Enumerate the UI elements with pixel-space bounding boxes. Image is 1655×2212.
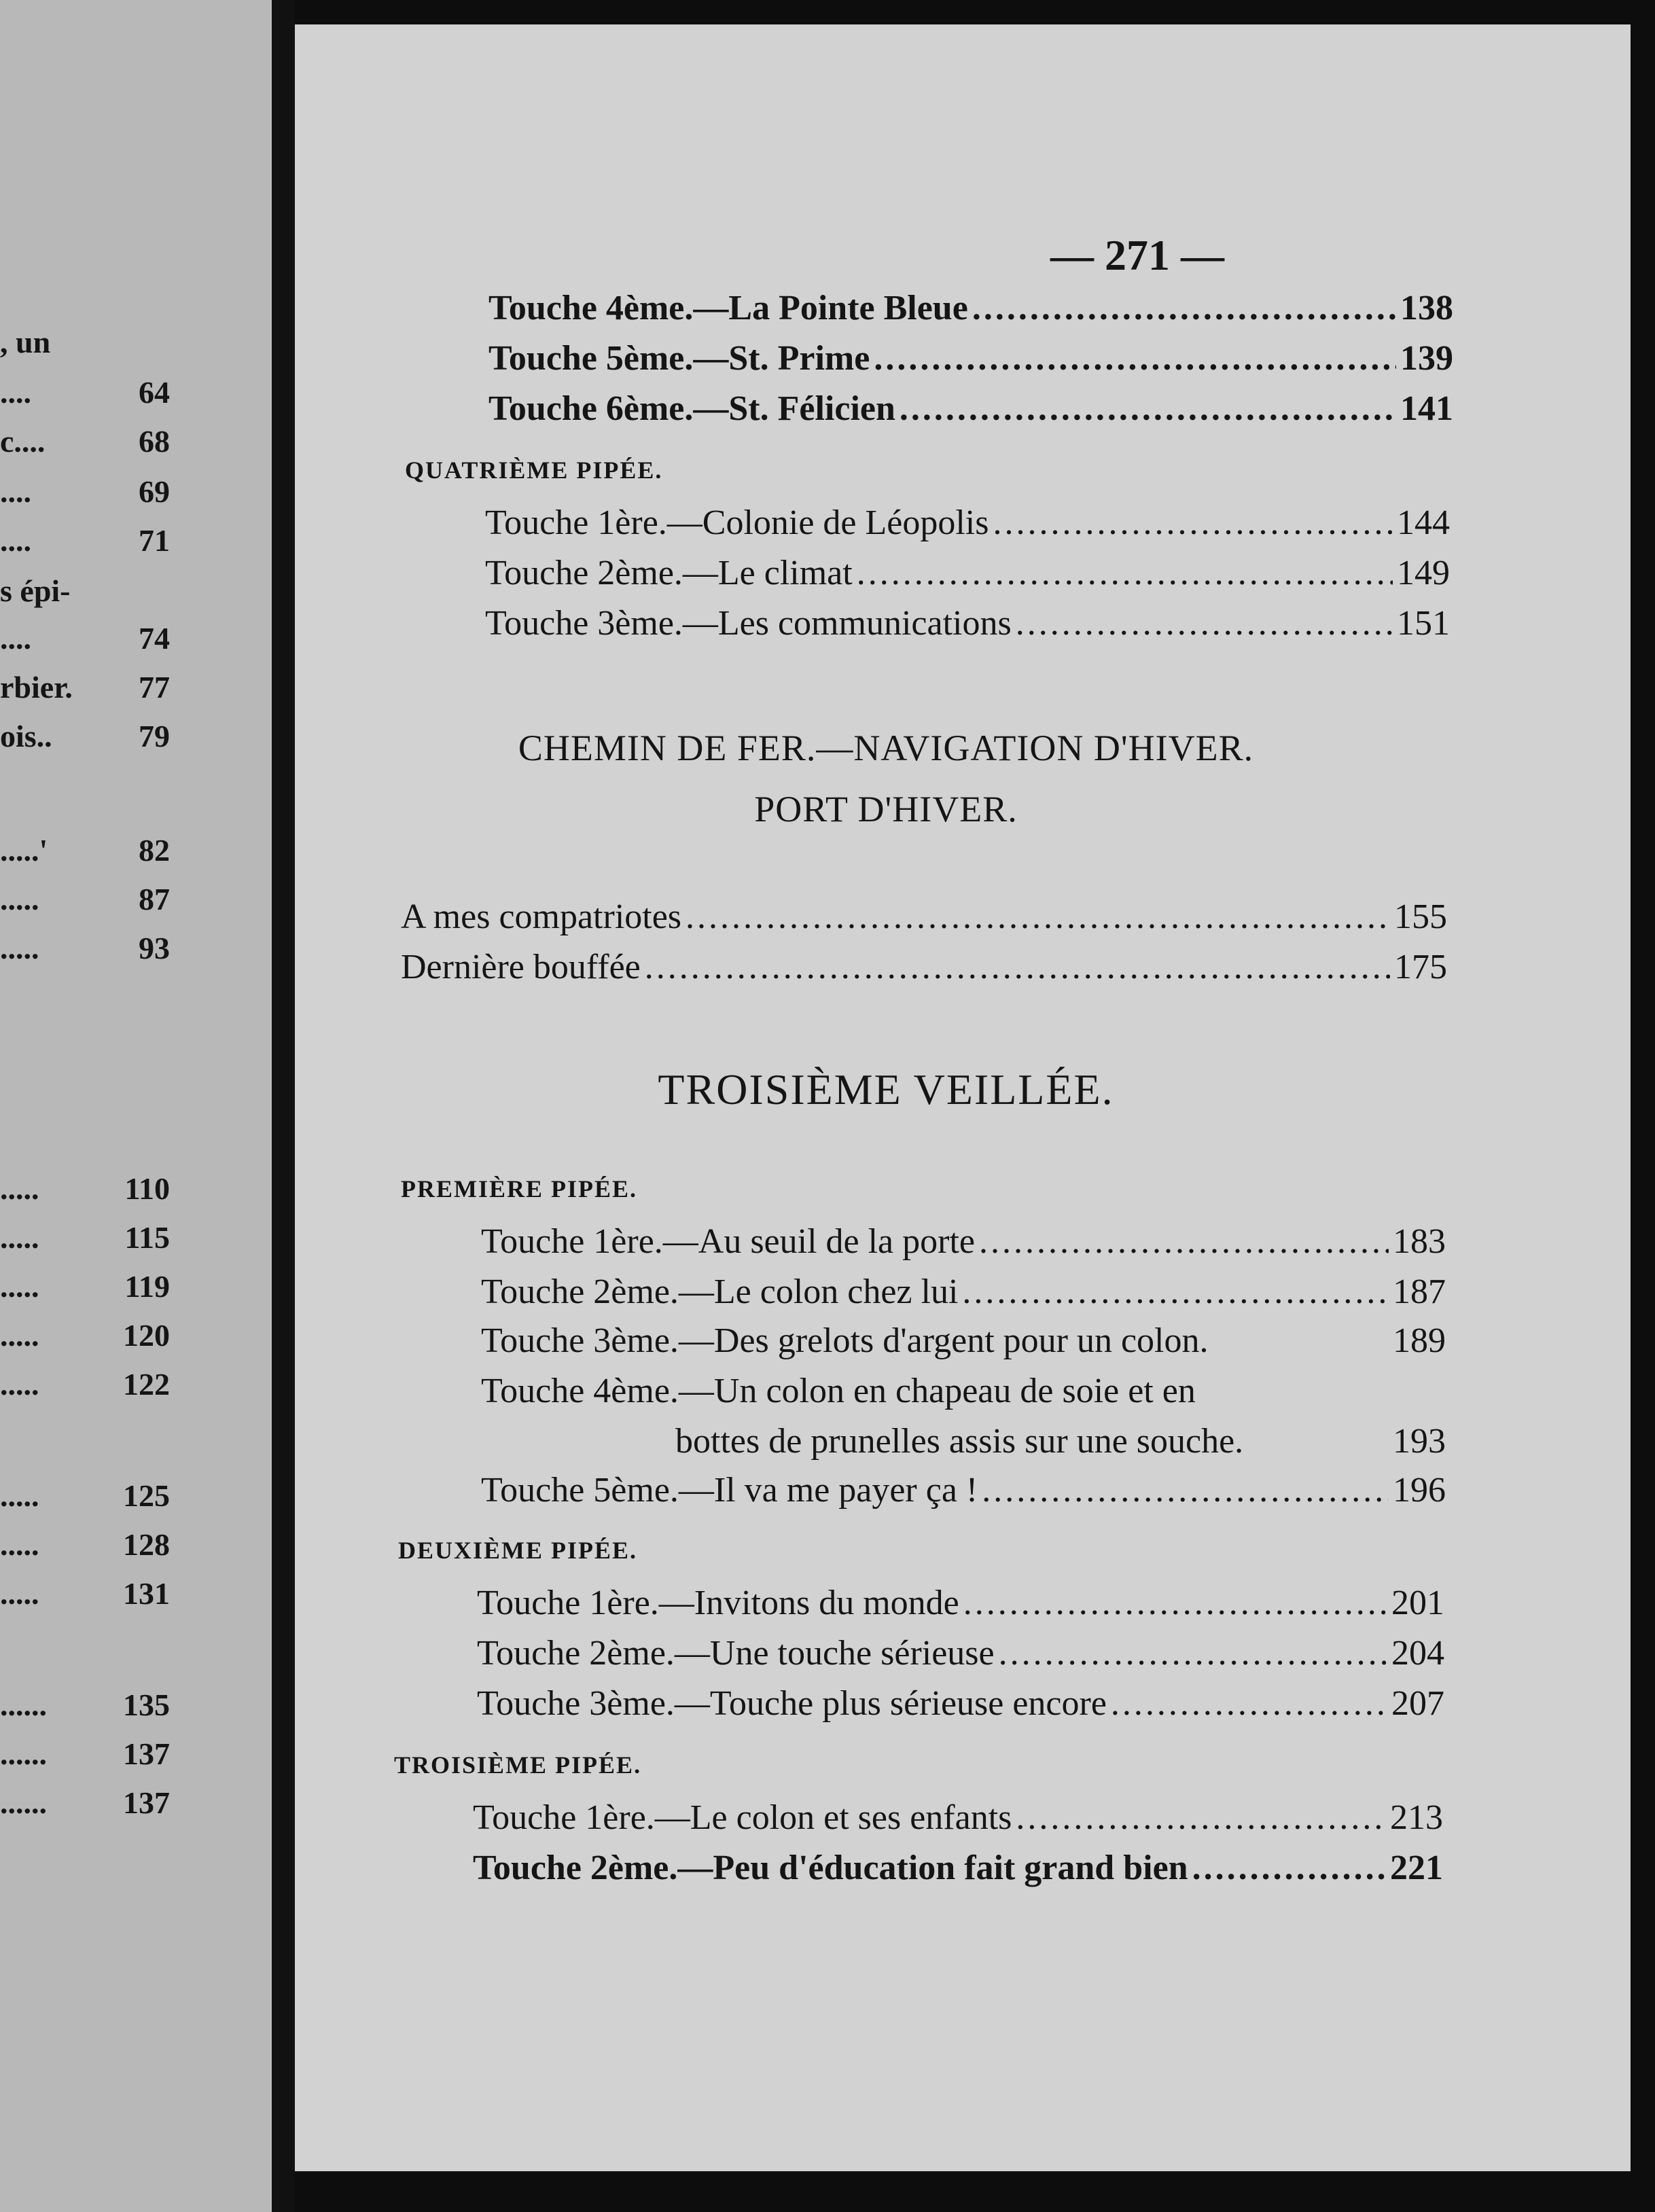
section-heading: DEUXIÈME PIPÉE.	[398, 1537, 638, 1564]
left-line: ..... 125	[0, 1478, 170, 1513]
left-line: ...... 137	[0, 1736, 170, 1771]
left-line: ois.. 79	[0, 719, 170, 753]
toc-entry-continuation: bottes de prunelles assis sur une souche. 193	[675, 1422, 1446, 1461]
left-line: .... 74	[0, 621, 170, 656]
left-line: ..... 131	[0, 1576, 170, 1611]
left-line: rbier. 77	[0, 670, 170, 704]
left-line: .... 71	[0, 523, 170, 558]
toc-entry: Touche 2ème.—Le colon chez lui ..... 187	[481, 1270, 1446, 1314]
left-line: ..... 87	[0, 882, 170, 916]
toc-entry: A mes compatriotes ..... 155	[401, 895, 1447, 939]
left-line: ..... 93	[0, 931, 170, 965]
left-line: , un	[0, 325, 51, 359]
left-line: c.... 68	[0, 424, 170, 459]
page-gutter	[272, 0, 295, 2212]
toc-entry: Touche 2ème.—Peu d'éducation fait grand bien ..... 221	[473, 1847, 1443, 1890]
section-title: CHEMIN DE FER.—NAVIGATION D'HIVER.	[518, 728, 1254, 768]
left-line: ..... 110	[0, 1171, 170, 1206]
left-line: .... 69	[0, 474, 170, 509]
toc-entry: Touche 3ème.—Touche plus sérieuse encore ..... 207	[477, 1682, 1444, 1726]
left-line: ..... 128	[0, 1527, 170, 1562]
left-line: ...... 135	[0, 1688, 170, 1722]
previous-page-fragment	[0, 0, 272, 2212]
section-heading: TROISIÈME PIPÉE.	[394, 1751, 642, 1779]
toc-entry: Touche 1ère.—Le colon et ses enfants ..... 213	[473, 1796, 1443, 1840]
section-heading: QUATRIÈME PIPÉE.	[405, 457, 663, 484]
left-line: ..... 122	[0, 1367, 170, 1402]
left-line: .... 64	[0, 375, 170, 410]
toc-entry: Touche 6ème.—St. Félicien ..... 141	[488, 387, 1453, 431]
left-line: ..... 119	[0, 1269, 170, 1304]
page-number: — 271 —	[1050, 231, 1224, 279]
toc-entry: Touche 1ère.—Invitons du monde ..... 201	[477, 1582, 1444, 1625]
toc-entry: Touche 3ème.—Des grelots d'argent pour un colon. 189	[481, 1321, 1446, 1360]
part-title: TROISIÈME VEILLÉE.	[658, 1065, 1114, 1113]
toc-entry: Touche 2ème.—Une touche sérieuse ..... 204	[477, 1632, 1444, 1675]
toc-entry: Touche 5ème.—St. Prime ..... 139	[488, 337, 1453, 380]
toc-entry: Touche 4ème.—La Pointe Bleue ..... 138	[488, 287, 1453, 330]
toc-entry: Touche 3ème.—Les communications ..... 151	[485, 602, 1450, 645]
table-of-contents-page	[295, 24, 1631, 2171]
section-subtitle: PORT D'HIVER.	[754, 789, 1018, 830]
left-line: ..... 115	[0, 1220, 170, 1255]
left-line: ...... 137	[0, 1785, 170, 1820]
left-line: ..... 120	[0, 1318, 170, 1353]
toc-entry: Touche 5ème.—Il va me payer ça ! ..... 196	[481, 1469, 1446, 1512]
left-line: .....' 82	[0, 833, 170, 868]
section-heading: PREMIÈRE PIPÉE.	[401, 1175, 638, 1202]
left-line: s épi-	[0, 573, 71, 608]
toc-entry: Touche 1ère.—Colonie de Léopolis ..... 144	[485, 501, 1450, 545]
toc-entry: Dernière bouffée ..... 175	[401, 946, 1447, 989]
toc-entry: Touche 2ème.—Le climat ..... 149	[485, 552, 1450, 595]
toc-entry: Touche 1ère.—Au seuil de la porte ..... 183	[481, 1220, 1446, 1264]
toc-entry: Touche 4ème.—Un colon en chapeau de soie et en	[481, 1372, 1196, 1410]
